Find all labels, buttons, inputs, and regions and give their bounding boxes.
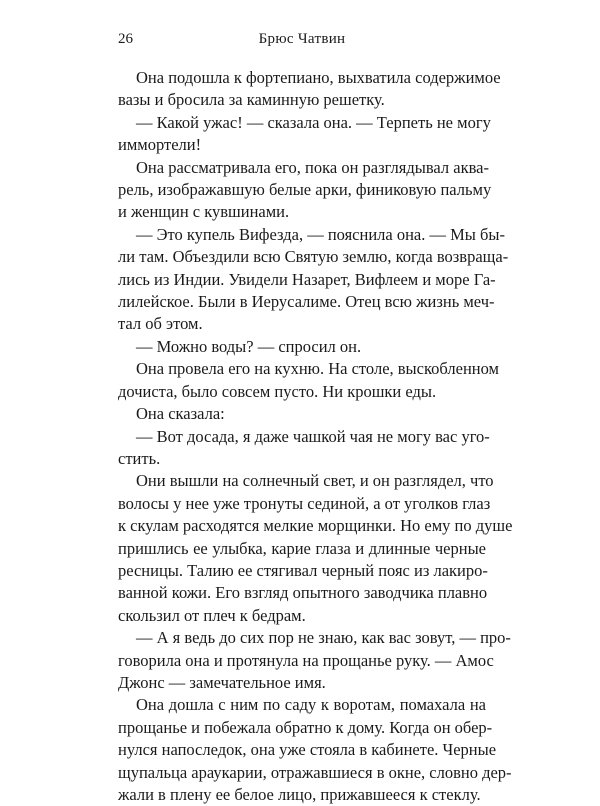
text-line: Джонс — замечательное имя. xyxy=(118,672,326,692)
text-line: — Это купель Вифезда, — пояснила она. — Мы бы- xyxy=(136,224,505,244)
page-header xyxy=(118,31,486,53)
text-line: скользил от плеч к бедрам. xyxy=(118,605,306,625)
text-line: ли там. Объездили всю Святую землю, когда возвраща- xyxy=(118,247,509,267)
text-line: говорила она и протянула на прощанье руку. — Амос xyxy=(118,650,494,670)
text-line: вазы и бросила за каминную решетку. xyxy=(118,90,385,110)
text-line: — Какой ужас! — сказала она. — Терпеть не могу xyxy=(136,112,491,132)
text-line: ванной кожи. Его взгляд опытного заводчика плавно xyxy=(118,583,488,603)
text-line: Они вышли на солнечный свет, и он разглядел, что xyxy=(136,471,494,491)
text-line: рель, изображавшую белые арки, финиковую пальму xyxy=(118,180,492,200)
text-body xyxy=(118,67,513,806)
text-line: тал об этом. xyxy=(118,314,203,334)
text-line: — Вот досада, я даже чашкой чая не могу вас уго- xyxy=(136,426,490,446)
text-line: и женщин с кувшинами. xyxy=(118,202,290,222)
text-line: — А я ведь до сих пор не знаю, как вас зовут, — про- xyxy=(136,628,511,648)
text-line: волосы у нее уже тронуты сединой, а от уголков глаз xyxy=(118,493,491,513)
text-line: лись из Индии. Увидели Назарет, Вифлеем и море Га- xyxy=(118,269,496,289)
text-line: к скулам расходятся мелкие морщинки. Но ему по душе xyxy=(118,516,513,536)
text-line: нулся напоследок, она уже стояла в кабинете. Черные xyxy=(118,740,497,760)
running-title: Брюс Чатвин xyxy=(258,31,346,47)
text-line: пришлись ее улыбка, карие глаза и длинные черные xyxy=(118,538,486,558)
text-line: щупальца араукарии, отражавшиеся в окне, словно дер- xyxy=(118,762,512,782)
text-line: Она провела его на кухню. На столе, выскобленном xyxy=(136,359,499,379)
text-line: дочиста, было совсем пусто. Ни крошки еды. xyxy=(118,381,437,401)
text-line: Она рассматривала его, пока он разглядывал аква- xyxy=(136,157,489,177)
text-line: лилейское. Были в Иерусалиме. Отец всю жизнь меч- xyxy=(118,292,495,312)
text-line: иммортели! xyxy=(118,135,202,155)
text-line: Она дошла с ним по саду к воротам, помахала на xyxy=(136,695,486,715)
text-line: жали в плену ее белое лицо, прижавшееся к стеклу. xyxy=(118,785,481,804)
page-number: 26 xyxy=(118,31,133,47)
text-line: стить. xyxy=(118,448,161,468)
text-line: — Можно воды? — спросил он. xyxy=(136,336,362,356)
text-line: Она сказала: xyxy=(136,404,225,424)
text-line: прощанье и побежала обратно к дому. Когда он обер- xyxy=(118,717,493,737)
text-line: ресницы. Талию ее стягивал черный пояс из лакиро- xyxy=(118,560,488,580)
text-line: Она подошла к фортепиано, выхватила содержимое xyxy=(136,68,501,87)
